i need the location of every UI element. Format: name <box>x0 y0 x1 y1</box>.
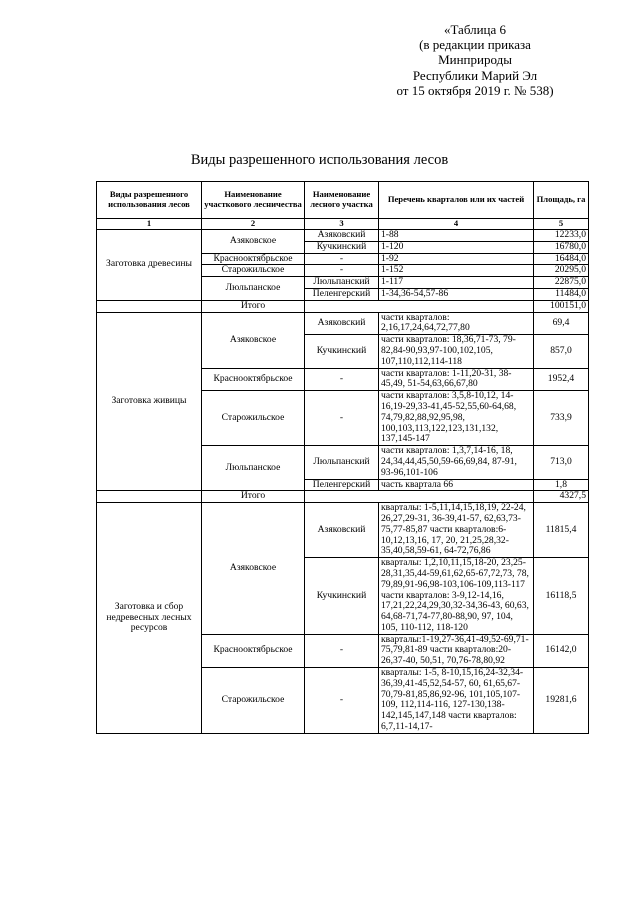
column-number: 2 <box>202 219 305 230</box>
total-value: 4327,5 <box>534 491 589 503</box>
area-cell: 1,8 <box>534 479 589 491</box>
forestry-cell: Азяковское <box>202 230 305 254</box>
plot-cell: - <box>305 634 379 667</box>
plot-cell: Азяковский <box>305 230 379 242</box>
quarters-cell: кварталы:1-19,27-36,41-49,52-69,71-75,79,81-89 части кварталов:20-26,37-40, 50,51, 70,76-78,80,92 <box>379 634 534 667</box>
plot-cell: - <box>305 368 379 391</box>
area-cell: 16118,5 <box>534 558 589 635</box>
plot-cell: - <box>305 253 379 265</box>
column-header: Виды разрешенного использования лесов <box>97 182 202 219</box>
empty-cell <box>97 300 202 312</box>
forestry-cell: Старожильское <box>202 265 305 277</box>
forestry-cell: Старожильское <box>202 668 305 734</box>
forestry-cell: Краснооктябрьское <box>202 253 305 265</box>
area-cell: 12233,0 <box>534 230 589 242</box>
table-reference-header <box>360 22 590 98</box>
column-header: Наименование лесного участка <box>305 182 379 219</box>
area-cell: 16142,0 <box>534 634 589 667</box>
header-line: (в редакции приказа <box>419 37 531 53</box>
area-cell: 16484,0 <box>534 253 589 265</box>
quarters-cell: части кварталов: 3,5,8-10,12, 14-16,19-29,33-41,45-52,55,60-64,68, 74,79,82,88,92,95,98, 100,103,113,122,123,131,132, 137,145-147 <box>379 391 534 446</box>
area-cell: 11815,4 <box>534 503 589 558</box>
quarters-cell: части кварталов: 1,3,7,14-16, 18, 24,34,44,45,50,59-66,69,84, 87-91, 93-96,101-106 <box>379 446 534 479</box>
plot-cell: - <box>305 265 379 277</box>
column-header: Площадь, га <box>534 182 589 219</box>
quarters-cell: кварталы: 1,2,10,11,15,18-20, 23,25-28,31,35,44-59,61,62,65-67,72,73, 78, 79,89,91-96,98-103,106-109,113-117 части кварталов: 3-9,12-14,16, 17,21,22,24,29,30,32-34,36-43, 60,63, 64,68-71,74-77,80-88,90, 97, 104, 105, 110-112, 118-120 <box>379 558 534 635</box>
use-type-cell: Заготовка и сбор недревесных лесных ресурсов <box>97 503 202 734</box>
quarters-cell: кварталы: 1-5, 8-10,15,16,24-32,34-36,39,41-45,52,54-57, 60, 61,65,67-70,79-81,85,86,92-96, 101,105,107-109, 112,114-116, 127-130,138-142,145,147,148 части кварталов: 6,7,11-14,17- <box>379 668 534 734</box>
plot-cell: Кучкинский <box>305 558 379 635</box>
quarters-cell: части кварталов: 1-11,20-31, 38-45,49, 51-54,63,66,67,80 <box>379 368 534 391</box>
area-cell: 22875,0 <box>534 277 589 289</box>
column-header: Перечень кварталов или их частей <box>379 182 534 219</box>
quarters-cell: части кварталов: 2,16,17,24,64,72,77,80 <box>379 312 534 335</box>
forestry-cell: Люльпанское <box>202 277 305 301</box>
use-type-cell: Заготовка древесины <box>97 230 202 301</box>
empty-cell <box>305 300 534 312</box>
forestry-cell: Азяковское <box>202 312 305 368</box>
forestry-cell: Краснооктябрьское <box>202 634 305 667</box>
area-cell: 11484,0 <box>534 288 589 300</box>
plot-cell: Пелeнгерский <box>305 288 379 300</box>
table-row <box>97 503 589 558</box>
area-cell: 733,9 <box>534 391 589 446</box>
forestry-cell: Краснооктябрьское <box>202 368 305 391</box>
table-row <box>97 230 589 242</box>
area-cell: 69,4 <box>534 312 589 335</box>
quarters-cell: кварталы: 1-5,11,14,15,18,19, 22-24, 26,27,29-31, 36-39,41-57, 62,63,73-75,77-85,87 части кварталов:6-10,12,13,16, 17, 20, 21,25,28,32-35,40,58,59-61, 64-72,76,86 <box>379 503 534 558</box>
plot-cell: Азяковский <box>305 312 379 335</box>
header-line: «Таблица 6 <box>443 22 507 37</box>
table-row <box>97 312 589 335</box>
plot-cell: Кучкинский <box>305 335 379 368</box>
table-header-row <box>97 182 589 219</box>
quarters-cell: часть квартала 66 <box>379 479 534 491</box>
header-line: Минприроды <box>438 52 512 68</box>
area-cell: 857,0 <box>534 335 589 368</box>
plot-cell: - <box>305 391 379 446</box>
quarters-cell: 1-92 <box>379 253 534 265</box>
area-cell: 19281,6 <box>534 668 589 734</box>
area-cell: 1952,4 <box>534 368 589 391</box>
area-cell: 713,0 <box>534 446 589 479</box>
total-row <box>97 491 589 503</box>
total-row <box>97 300 589 312</box>
quarters-cell: части кварталов: 18,36,71-73, 79-82,84-90,93,97-100,102,105, 107,110,112,114-118 <box>379 335 534 368</box>
plot-cell: Азяковский <box>305 503 379 558</box>
empty-cell <box>305 491 534 503</box>
plot-cell: - <box>305 668 379 734</box>
total-label: Итого <box>202 491 305 503</box>
column-number-row <box>97 219 589 230</box>
forestry-cell: Азяковское <box>202 503 305 635</box>
plot-cell: Люльпанский <box>305 277 379 289</box>
quarters-cell: 1-88 <box>379 230 534 242</box>
header-line: Республики Марий Эл <box>412 67 538 83</box>
forest-use-table <box>96 181 589 734</box>
forestry-cell: Люльпанское <box>202 446 305 491</box>
quarters-cell: 1-34,36-54,57-86 <box>379 288 534 300</box>
use-type-cell: Заготовка живицы <box>97 312 202 491</box>
plot-cell: Кучкинский <box>305 241 379 253</box>
forestry-cell: Старожильское <box>202 391 305 446</box>
plot-cell: Люльпанский <box>305 446 379 479</box>
area-cell: 16780,0 <box>534 241 589 253</box>
column-header: Наименование участкового лесничества <box>202 182 305 219</box>
column-number: 5 <box>534 219 589 230</box>
quarters-cell: 1-152 <box>379 265 534 277</box>
total-value: 100151,0 <box>534 300 589 312</box>
area-cell: 20295,0 <box>534 265 589 277</box>
column-number: 3 <box>305 219 379 230</box>
quarters-cell: 1-117 <box>379 277 534 289</box>
quarters-cell: 1-120 <box>379 241 534 253</box>
column-number: 4 <box>379 219 534 230</box>
empty-cell <box>97 491 202 503</box>
page-title: Виды разрешенного использования лесов <box>190 152 449 168</box>
column-number: 1 <box>97 219 202 230</box>
plot-cell: Пеленгерский <box>305 479 379 491</box>
total-label: Итого <box>202 300 305 312</box>
header-line: от 15 октября 2019 г. № 538) <box>396 82 554 98</box>
